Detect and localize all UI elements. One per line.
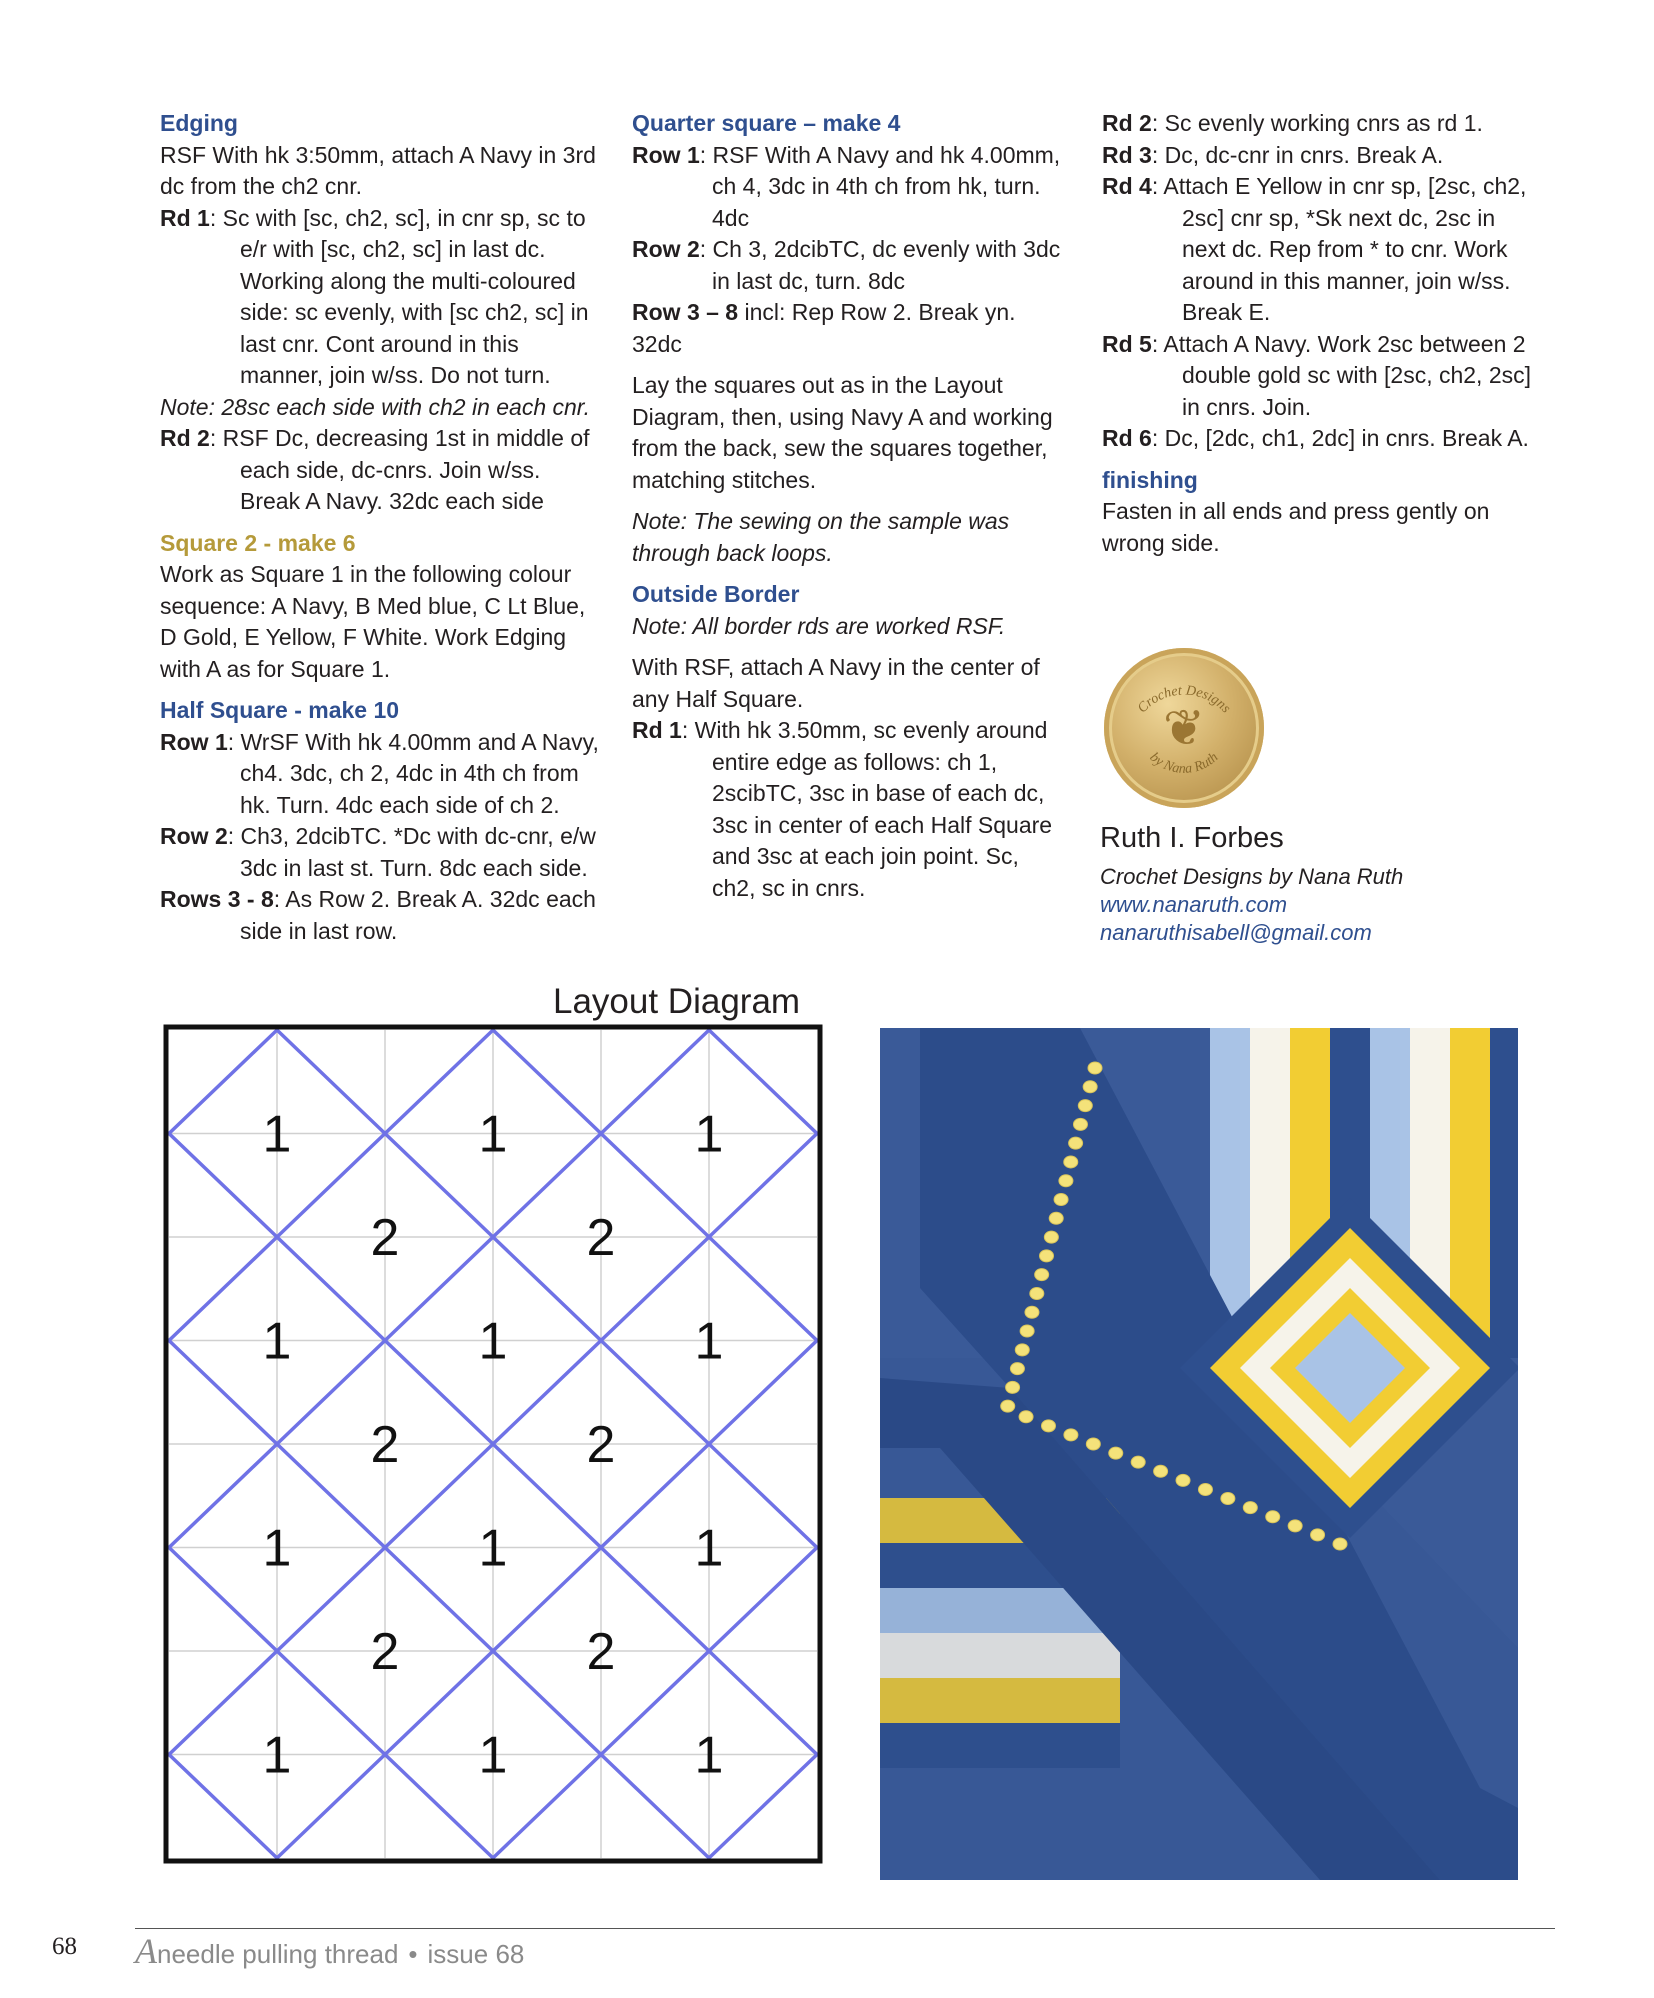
layout-diagram-title: Layout Diagram [553, 982, 801, 1021]
footer-rule [135, 1928, 1555, 1929]
bobble-stitch [1044, 1231, 1058, 1243]
mag-initial: A [135, 1931, 157, 1971]
q-row2-label: Row 2 [632, 236, 700, 262]
bobble-stitch [1073, 1118, 1087, 1130]
c3-rd5-label: Rd 5 [1102, 330, 1152, 357]
quarter-row2 [632, 234, 1062, 297]
finishing-heading: finishing [1102, 466, 1198, 493]
sew-note-label: Note [632, 508, 681, 534]
half-row1-label: Row 1 [160, 728, 228, 755]
b-rd1-label: Rd 1 [632, 717, 682, 743]
bobble-stitch [1221, 1493, 1235, 1505]
c3-rd3-label: Rd 3 [1102, 141, 1152, 168]
author-website-link[interactable]: www.nanaruth.com [1100, 892, 1288, 917]
diagram-square-number: 1 [478, 1105, 508, 1164]
border-rd2 [1102, 108, 1542, 140]
diagram-square-number: 2 [370, 1416, 400, 1474]
sewing-note [632, 506, 1062, 569]
magazine-title [135, 1930, 524, 1972]
border-rd4 [1102, 171, 1542, 329]
half-row2-text: : Ch3, 2dcibTC. *Dc with dc-cnr, e/w 3dc in last st. Turn. 8dc each side. [227, 823, 596, 881]
border-rd6 [1102, 423, 1542, 455]
rd2-label: Rd 2 [160, 425, 210, 451]
diagram-square-number: 1 [262, 1519, 292, 1578]
cherub-icon: ❦ [1163, 700, 1205, 756]
column-left [160, 108, 600, 947]
author-name: Ruth I. Forbes [1100, 822, 1284, 854]
bobble-stitch [1059, 1175, 1073, 1187]
bobble-stitch [1030, 1287, 1044, 1299]
diagram-square-number: 2 [586, 1209, 616, 1267]
issue-label: issue 68 [427, 1939, 525, 1969]
bobble-stitch [1078, 1100, 1092, 1112]
bobble-stitch [1064, 1156, 1078, 1168]
diagram-square-number: 1 [478, 1312, 508, 1371]
bobble-stitch [1288, 1520, 1302, 1532]
bobble-stitch [1025, 1306, 1039, 1318]
bobble-stitch [1131, 1456, 1145, 1468]
c3-rd4-label: Rd 4 [1102, 173, 1152, 199]
note-label: Note [160, 393, 209, 420]
half-row1-text: : WrSF With hk 4.00mm and A Navy, ch4. 3dc, ch 2, 4dc in 4th ch from hk. Turn. 4dc each side of ch 2. [227, 728, 599, 818]
bobble-stitch [1054, 1194, 1068, 1206]
c3-rd3-text: : Dc, dc-cnr in cnrs. Break A. [1151, 141, 1444, 168]
mag-title: needle pulling thread [157, 1939, 399, 1969]
square2-text: Work as Square 1 in the following colour sequence: A Navy, B Med blue, C Lt Blue, D Gold, E Yellow, F White. Work Edging with A as for Square 1. [160, 561, 586, 682]
bobble-stitch [1069, 1137, 1083, 1149]
half-square-heading: Half Square - make 10 [160, 697, 400, 723]
bobble-stitch [1041, 1420, 1055, 1432]
bobble-stitch [1040, 1250, 1054, 1262]
diagram-square-number: 1 [694, 1519, 724, 1578]
outside-border-heading: Outside Border [632, 581, 800, 607]
edging-intro: RSF With hk 3:50mm, attach A Navy in 3rd dc from the ch2 cnr. [160, 141, 596, 199]
half-rows3-8-text: : As Row 2. Break A. 32dc each side in last row. [240, 886, 596, 944]
square2-heading: Square 2 - make 6 [160, 529, 356, 556]
half-rows3-8-label: Rows 3 - 8 [160, 886, 274, 912]
crochet-blanket-photo [880, 1028, 1518, 1880]
diagram-square-number: 1 [694, 1312, 724, 1371]
bobble-stitch [1006, 1381, 1020, 1393]
bobble-stitch [1109, 1447, 1123, 1459]
diagram-square-number: 2 [586, 1623, 616, 1681]
bobble-stitch [1198, 1483, 1212, 1495]
bobble-stitch [1311, 1529, 1325, 1541]
bobble-stitch [1019, 1411, 1033, 1423]
layout-paragraph: Lay the squares out as in the Layout Diagram, then, using Navy A and working from the back, sew the squares together, matching stitches. [632, 372, 1053, 493]
edging-rd1 [160, 203, 600, 392]
layout-diagram [163, 1024, 823, 1864]
bobble-stitch [1243, 1502, 1257, 1514]
border-intro: With RSF, attach A Navy in the center of any Half Square. [632, 654, 1040, 712]
q-row38-label: Row 3 – 8 [632, 299, 739, 325]
diagram-square-number: 1 [262, 1105, 292, 1164]
b-rd1-text: : With hk 3.50mm, sc evenly around entire edge as follows: ch 1, 2scibTC, 3sc in base of each dc, 3sc in center of each Half Square and 3sc at each join point. Sc, ch2, sc in cnrs. [681, 717, 1053, 901]
c3-rd2-label: Rd 2 [1102, 110, 1152, 136]
bobble-stitch [1176, 1474, 1190, 1486]
diagram-square-number: 2 [370, 1623, 400, 1681]
edging-heading: Edging [160, 110, 238, 136]
bobble-stitch [1333, 1538, 1347, 1550]
border-rd5 [1102, 329, 1542, 424]
diagram-square-number: 1 [262, 1726, 292, 1785]
c3-rd2-text: : Sc evenly working cnrs as rd 1. [1151, 110, 1483, 136]
edging-rd2 [160, 423, 600, 518]
bobble-stitch [1001, 1400, 1015, 1412]
border-note [632, 611, 1062, 643]
border-note-text: : All border rds are worked RSF. [680, 612, 1006, 639]
column-right [1102, 108, 1542, 559]
bobble-stitch [1086, 1438, 1100, 1450]
finishing-text: Fasten in all ends and press gently on wrong side. [1102, 498, 1490, 556]
rd1-text: : Sc with [sc, ch2, sc], in cnr sp, sc to e/r with [sc, ch2, sc] in last dc. Working along the multi-coloured side: sc evenly, with [sc ch2, sc] in last cnr. Cont around in this manner, join w/ss. Do not turn. [209, 204, 589, 388]
bobble-stitch [1010, 1363, 1024, 1375]
seal-text-bottom: by Nana Ruth [1146, 749, 1222, 777]
diagram-square-number: 1 [478, 1519, 508, 1578]
author-email-link[interactable]: nanaruthisabell@gmail.com [1100, 920, 1372, 945]
quarter-row3-8 [632, 297, 1062, 360]
quarter-square-heading: Quarter square – make 4 [632, 110, 901, 136]
page-number: 68 [52, 1933, 77, 1960]
c3-rd5-text: : Attach A Navy. Work 2sc between 2 double gold sc with [2sc, ch2, 2sc] in cnrs. Join. [1151, 330, 1532, 420]
bobble-stitch [1088, 1062, 1102, 1074]
bobble-stitch [1154, 1465, 1168, 1477]
bobble-stitch [1064, 1429, 1078, 1441]
bobble-stitch [1049, 1212, 1063, 1224]
bobble-stitch [1083, 1081, 1097, 1093]
q-row1-label: Row 1 [632, 141, 700, 168]
gold-seal-logo [1104, 648, 1264, 808]
yarn-stripe [1490, 1028, 1518, 1358]
diagram-square-number: 1 [478, 1726, 508, 1785]
bobble-stitch [1020, 1325, 1034, 1337]
diagram-square-number: 1 [262, 1312, 292, 1371]
rd2-text: : RSF Dc, decreasing 1st in middle of each side, dc-cnrs. Join w/ss. Break A Navy. 32dc each side [209, 425, 590, 514]
edging-note [160, 392, 600, 424]
half-rows3-8 [160, 884, 600, 947]
seal-text-top: Crochet Designs [1135, 683, 1234, 717]
diagram-square-number: 2 [370, 1209, 400, 1267]
c3-rd4-text: : Attach E Yellow in cnr sp, [2sc, ch2, 2sc] cnr sp, *Sk next dc, 2sc in next dc. Rep from * to cnr. Work around in this manner, join w/ss. Break E. [1151, 173, 1527, 325]
author-business: Crochet Designs by Nana Ruth [1100, 864, 1404, 889]
quarter-row1 [632, 140, 1062, 235]
bobble-stitch [1266, 1511, 1280, 1523]
bobble-stitch [1035, 1269, 1049, 1281]
c3-rd6-text: : Dc, [2dc, ch1, 2dc] in cnrs. Break A. [1151, 425, 1529, 451]
note-text: : 28sc each side with ch2 in each cnr. [208, 393, 591, 420]
sew-note-text: : The sewing on the sample was through back loops. [632, 508, 1010, 566]
q-row38-text: incl: Rep Row 2. Break yn. 32dc [632, 299, 1016, 357]
border-rd3 [1102, 140, 1542, 172]
column-middle [632, 108, 1062, 904]
c3-rd6-label: Rd 6 [1102, 425, 1152, 451]
q-row1-text: : RSF With A Navy and hk 4.00mm, ch 4, 3dc in 4th ch from hk, turn. 4dc [699, 141, 1061, 231]
border-rd1 [632, 715, 1062, 904]
border-note-label: Note [632, 612, 681, 639]
diagram-square-number: 1 [694, 1105, 724, 1164]
half-row2-label: Row 2 [160, 823, 228, 849]
rd1-label: Rd 1 [160, 204, 210, 231]
half-row2 [160, 821, 600, 884]
half-row1 [160, 727, 600, 822]
bobble-stitch [1015, 1344, 1029, 1356]
diagram-square-number: 1 [694, 1726, 724, 1785]
footer-separator: • [408, 1939, 418, 1969]
diagram-square-number: 2 [586, 1416, 616, 1474]
q-row2-text: : Ch 3, 2dcibTC, dc evenly with 3dc in last dc, turn. 8dc [699, 236, 1061, 294]
